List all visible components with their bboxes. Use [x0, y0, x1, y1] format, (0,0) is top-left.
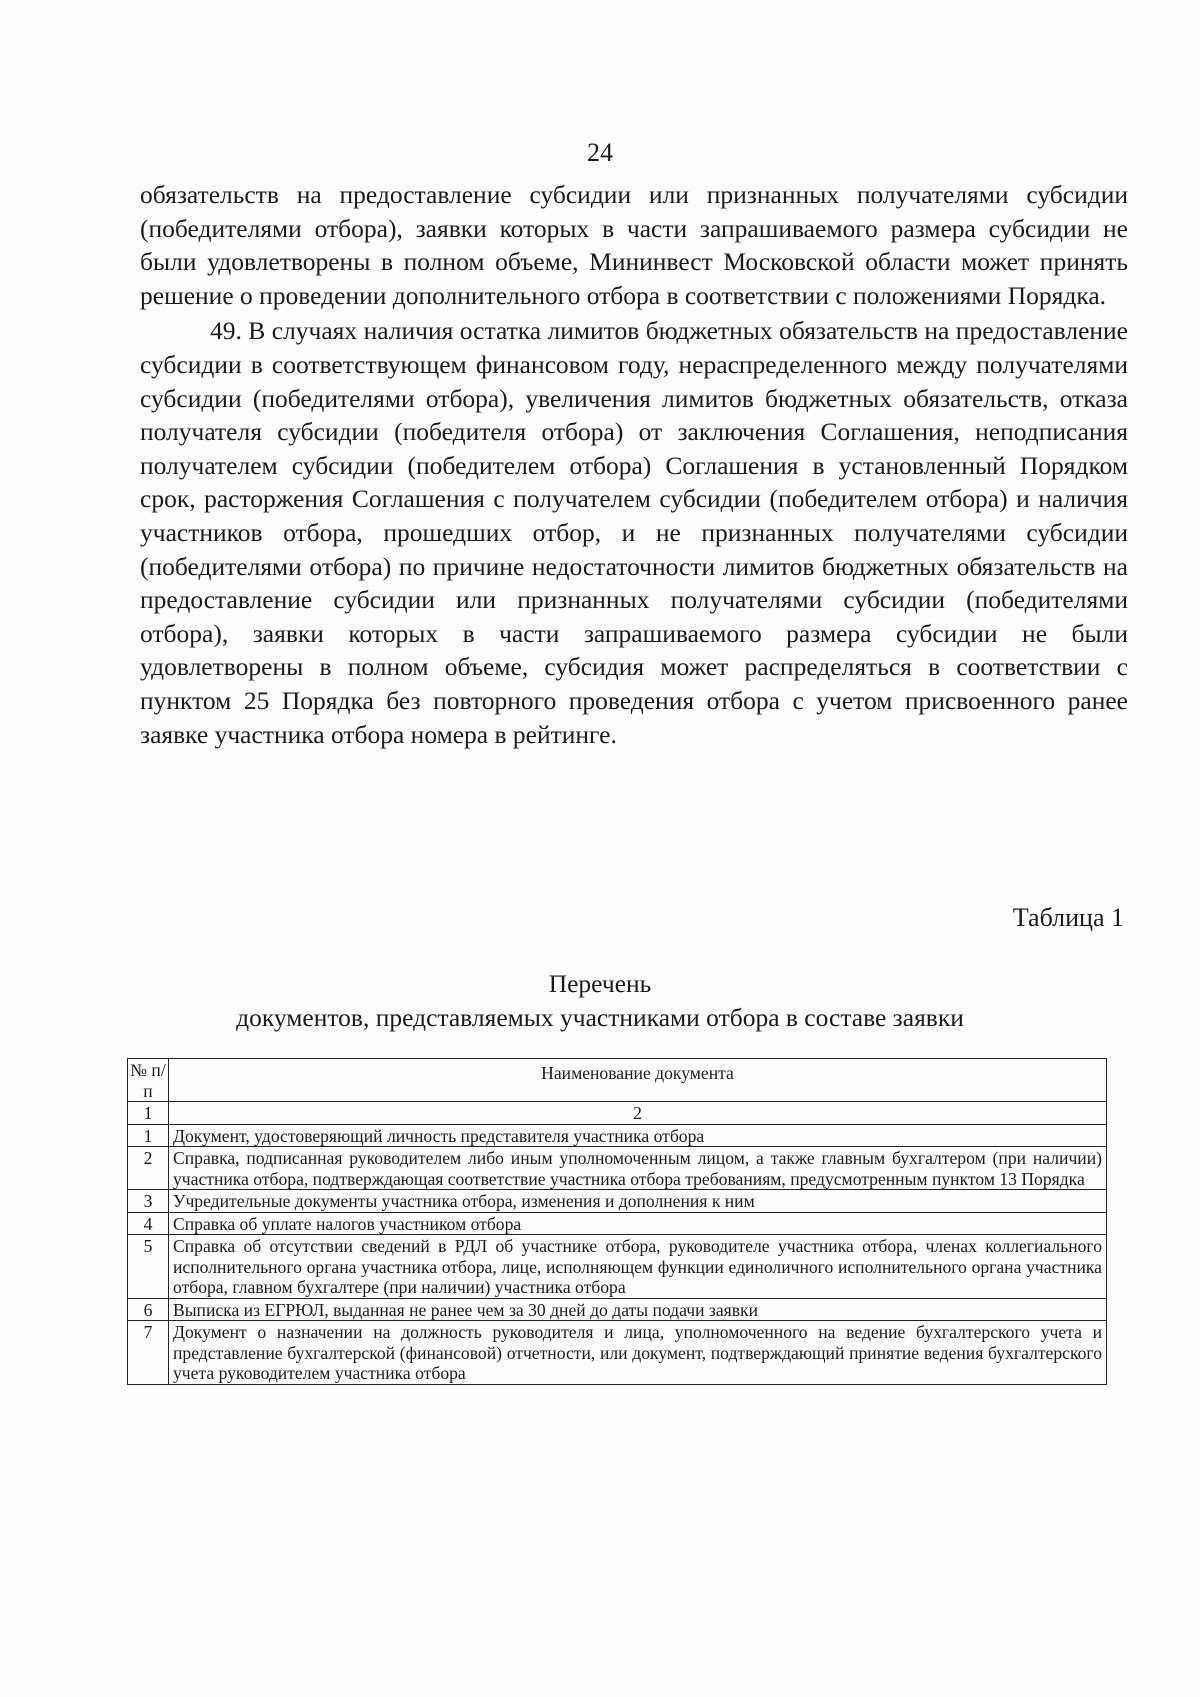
paragraph-continuation: обязательств на предоставление субсидии или признанных получателями субсидии (победителями отбора), заявки которых в части запрашиваемого размера субсидии не были удовлетворены в полном объеме, Мининвест Московской области может принять решение о проведении дополнительного отбора в соответствии с положениями Порядка. — [140, 180, 1128, 310]
table-row — [128, 1124, 1107, 1147]
row-number: 1 — [128, 1124, 169, 1147]
row-number: 2 — [128, 1147, 169, 1190]
index-cell-2: 2 — [169, 1102, 1107, 1125]
table-title-line1: Перечень — [548, 969, 652, 998]
table-row — [128, 1147, 1107, 1190]
row-document-name: Справка, подписанная руководителем либо иным уполномоченным лицом, а также главным бухгалтером (при наличии) участника отбора, подтверждающая соответствие участника отбора требованиям, предусмотренным пунктом 13 Порядка — [169, 1147, 1107, 1190]
table-row — [128, 1190, 1107, 1213]
index-cell-1: 1 — [128, 1102, 169, 1125]
row-document-name: Выписка из ЕГРЮЛ, выданная не ранее чем за 30 дней до даты подачи заявки — [169, 1298, 1107, 1321]
row-number: 7 — [128, 1321, 169, 1385]
header-number: № п/п — [128, 1059, 169, 1102]
row-number: 3 — [128, 1190, 169, 1213]
row-document-name: Документ, удостоверяющий личность представителя участника отбора — [169, 1124, 1107, 1147]
row-number: 5 — [128, 1235, 169, 1299]
table-row — [128, 1235, 1107, 1299]
table-row — [128, 1212, 1107, 1235]
page-number: 24 — [587, 138, 613, 167]
row-document-name: Справка об уплате налогов участником отбора — [169, 1212, 1107, 1235]
row-document-name: Документ о назначении на должность руководителя и лица, уполномоченного на ведение бухгалтерского учета и представление бухгалтерской (финансовой) отчетности, или документ, подтверждающий принятие ведения бухгалтерского учета руководителем участника отбора — [169, 1321, 1107, 1385]
row-number: 4 — [128, 1212, 169, 1235]
table-index-row — [128, 1102, 1107, 1125]
row-number: 6 — [128, 1298, 169, 1321]
header-document-name: Наименование документа — [169, 1059, 1107, 1102]
body-text — [140, 178, 1128, 751]
paragraph-49: 49. В случаях наличия остатка лимитов бюджетных обязательств на предоставление субсидии в соответствующем финансовом году, нераспределенного между получателями субсидии (победителями отбора), увеличения лимитов бюджетных обязательств, отказа получателя субсидии (победителя отбора) от заключения Соглашения, неподписания получателем субсидии (победителем отбора) Соглашения в установленный Порядком срок, расторжения Соглашения с получателем субсидии (победителем отбора) и наличия участников отбора, прошедших отбор, и не признанных получателями субсидии (победителями отбора) по причине недостаточности лимитов бюджетных обязательств на предоставление субсидии или признанных получателями субсидии (победителями отбора), заявки которых в части запрашиваемого размера субсидии не были удовлетворены в полном объеме, субсидия может распределяться в соответствии с пунктом 25 Порядка без повторного проведения отбора с учетом присвоенного ранее заявке участника отбора номера в рейтинге. — [140, 316, 1128, 749]
table-row — [128, 1298, 1107, 1321]
table-row — [128, 1321, 1107, 1385]
row-document-name: Справка об отсутствии сведений в РДЛ об участнике отбора, руководителе участника отбора, членах коллегиального исполнительного органа участника отбора, лице, исполняющем функции единоличного исполнительного органа участника отбора, главном бухгалтере (при наличии) участника отбора — [169, 1235, 1107, 1299]
table-header-row — [128, 1059, 1107, 1102]
table-title-line2: документов, представляемых участниками отбора в составе заявки — [236, 1003, 964, 1032]
table-label: Таблица 1 — [1012, 903, 1124, 932]
documents-table — [127, 1058, 1107, 1385]
row-document-name: Учредительные документы участника отбора, изменения и дополнения к ним — [169, 1190, 1107, 1213]
table-title — [0, 967, 1200, 1035]
